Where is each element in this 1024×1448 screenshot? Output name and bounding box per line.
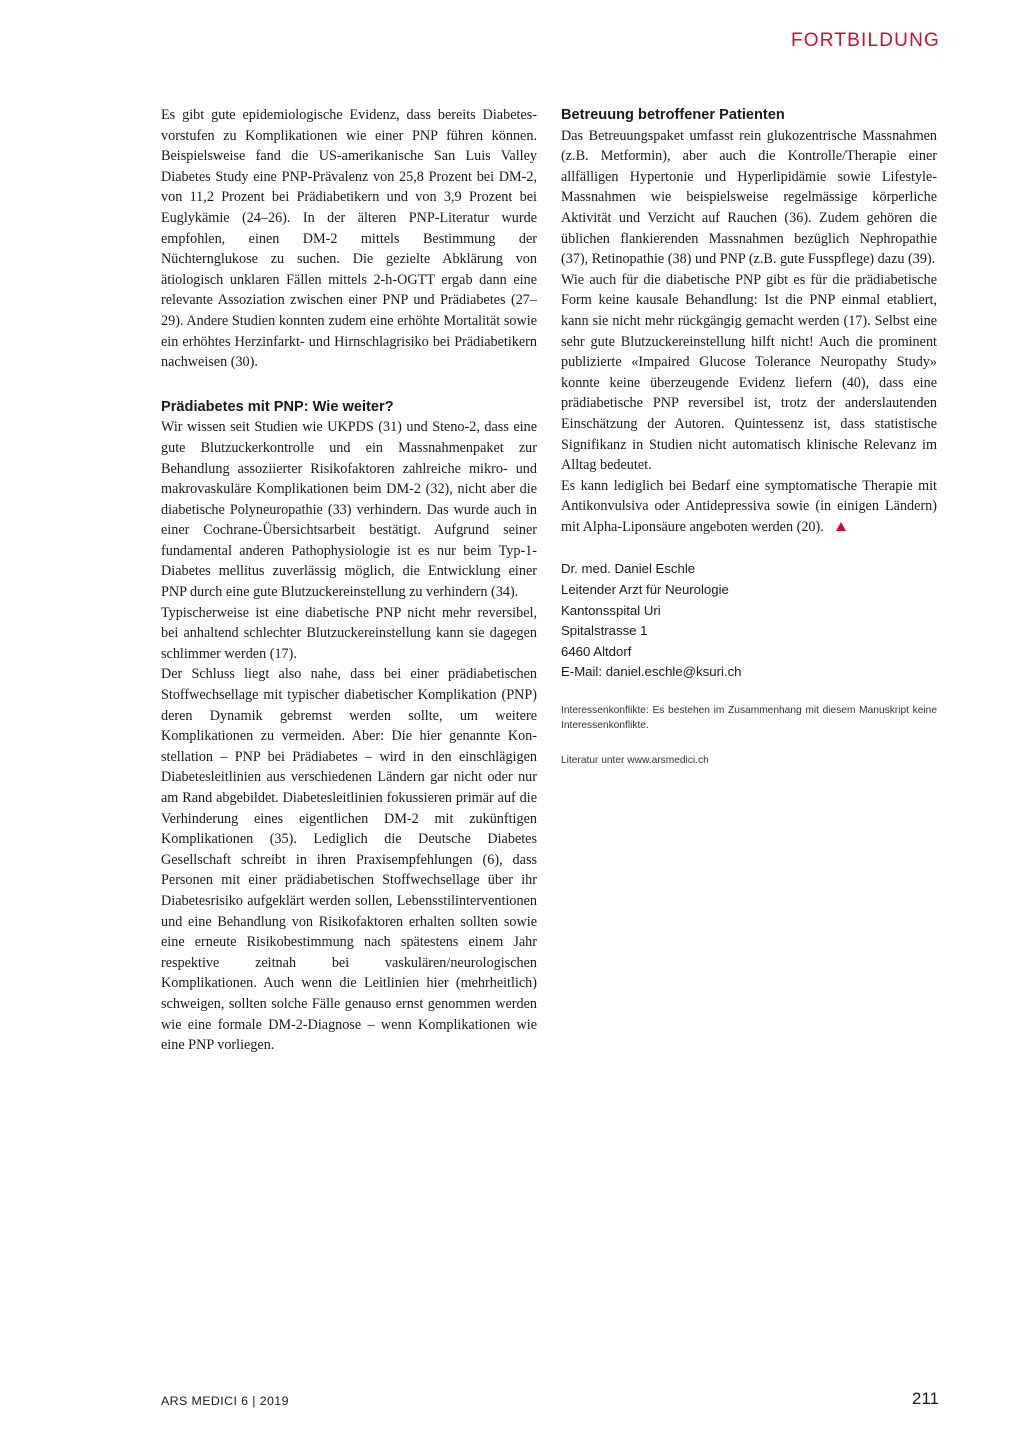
footer-journal: ARS MEDICI 6 | 2019 [161, 1394, 289, 1408]
final-paragraph [561, 476, 937, 538]
author-email: E-Mail: daniel.eschle@ksuri.ch [561, 664, 742, 680]
author-street: Spitalstrasse 1 [561, 623, 648, 639]
section-label: FORTBILDUNG [790, 30, 940, 51]
body-paragraph: Wir wissen seit Studien wie UKPDS (31) und Steno-2, dass eine gute Blutzuckerkontrolle und ein Massnahmenpaket zur Behandlung assoziierter Risikofaktoren zahlreiche mikro- und makrovaskuläre Komplikationen beim DM-2 (32), nicht aber die diabetische Polyneuropathie (33) verhindern. Das wurde auch in einer Cochrane-Übersichtsarbeit bestätigt. Aufgrund seiner fundamental anderen Pathophysiologie ist es nur beim Typ-1-Diabetes mellitus zuverlässig möglich, die Entwicklung einer PNP durch eine gute Blutzuckereinstellung zu verhindern (34). [161, 419, 537, 601]
body-paragraph: Wie auch für die diabetische PNP gibt es für die prädiabetische Form keine kausale Behandlung: Ist die PNP einmal etabliert, kann sie nicht mehr rückgängig gemacht werden (17). Selbst eine sehr gute Blutzuckereinstellung hilft nicht! Auch die prominent publizierte «Impaired Glucose Tolerance Neuropathy Study» konnte keine überzeugende Evidenz liefern (40), dass eine prädiabetische PNP reversibel ist, trotz der anderslautenden Einschätzung der Autoren. Quintessenz ist, dass statistische Signifikanz in Studien nicht automatisch klinische Relevanz im Alltag bedeutet. [561, 271, 937, 474]
body-paragraph: Das Betreuungspaket umfasst rein glukozentrische Massnahmen (z.B. Metformin), aber auch die Kontrolle/Therapie einer allfälligen Hypertonie und Hyperlipidämie sowie Lifestyle-Massnahmen wie beispielsweise regelmässige körperliche Aktivität und Verzicht auf Rauchen (36). Zudem gehören die üblichen flankierenden Massnahmen bezüglich Nephropathie (37), Retinopathie (38) und PNP (z.B. gute Fusspflege) dazu (39). [561, 127, 937, 268]
literature-note: Literatur unter www.arsmedici.ch [561, 755, 709, 767]
author-city: 6460 Altdorf [561, 643, 632, 659]
body-paragraph: Typischerweise ist eine diabetische PNP nicht mehr reversibel, bei anhaltend schlechter Blutzuckereinstellung kann sie dagegen schlimmer werden (17). [161, 604, 537, 662]
page-number: 211 [911, 1389, 939, 1408]
author-name: Dr. med. Daniel Eschle [561, 561, 696, 577]
author-block [561, 559, 937, 683]
section-heading-care: Betreuung betroffener Patienten [561, 107, 785, 123]
left-column [161, 105, 537, 1056]
final-paragraph-text: Es kann lediglich bei Bedarf eine symptomatische Therapie mit Antikonvulsiva oder Antidepressiva sowie (in einigen Ländern) mit Alpha-Liponsäure angeboten werden (20). [561, 477, 937, 535]
author-institution: Kantonsspital Uri [561, 602, 661, 618]
section-heading-prediabetes: Prädiabetes mit PNP: Wie weiter? [161, 398, 394, 415]
intro-paragraph: Es gibt gute epidemiologische Evidenz, dass bereits Diabetesvorstufen zu Komplikationen wie einer PNP führen können. Beispielsweise fand die US-amerikanische San Luis Valley Diabetes Study eine PNP-Prävalenz von 25,8 Prozent bei DM-2, von 11,2 Prozent bei Prädiabetikern und von 3,9 Prozent bei Euglykämie (24–26). In der älteren PNP-Literatur wurde empfohlen, einen DM-2 mittels Bestimmung der Nüchternglukose zu suchen. Die gezielte Abklärung von ätiologisch unklaren Fällen mittels 2-h-OGTT ergab dann eine relevante Assoziation zwischen einer PNP und Prädiabetes (27–29). Andere Studien konnten zudem eine erhöhte Mortalität sowie ein erhöhtes Herzinfarkt- und Hirnschlagrisiko bei Prädiabetikern nachweisen (30). [161, 107, 537, 371]
body-paragraph: Der Schluss liegt also nahe, dass bei einer prädiabetischen Stoffwechsellage mit typischer diabetischer Komplikation (PNP) deren Dynamik gebremst werden sollte, um weitere Komplikationen zu vermeiden. Aber: Die hier genannte Konstellation – PNP bei Prädiabetes – wird in den einschlägigen Diabetesleitlinien aus verschiedenen Ländern gar nicht oder nur am Rand abgebildet. Diabetesleitlinien fokussieren primär auf die Verhinderung eines eigentlichen DM-2 mit zukünftigen Komplikationen (35). Lediglich die Deutsche Diabetes Gesellschaft schreibt in ihren Praxisempfehlungen (6), dass Personen mit einer prädiabetischen Stoffwechsellage über ihr Diabetesrisiko aufgeklärt werden sollen, Lebensstilinterventionen und eine Behandlung von Risikofaktoren erhalten sollten sowie eine erneute Risikobestimmung nach spätestens einem Jahr respektive zeitnah bei vaskulären/neurologischen Komplikationen. Auch wenn die Leitlinien hier (mehrheitlich) schweigen, sollten solche Fälle genauso ernst genommen werden wie eine formale DM-2-Diagnose – wenn Komplikationen wie eine PNP vorliegen. [161, 666, 537, 1054]
conflict-of-interest-note: Interessenkonflikte: Es bestehen im Zusammenhang mit diesem Manuskript keine Interessenkonflikte. [561, 705, 937, 732]
triangle-end-icon [836, 522, 846, 531]
author-role: Leitender Arzt für Neurologie [561, 582, 729, 598]
right-column [561, 105, 937, 768]
